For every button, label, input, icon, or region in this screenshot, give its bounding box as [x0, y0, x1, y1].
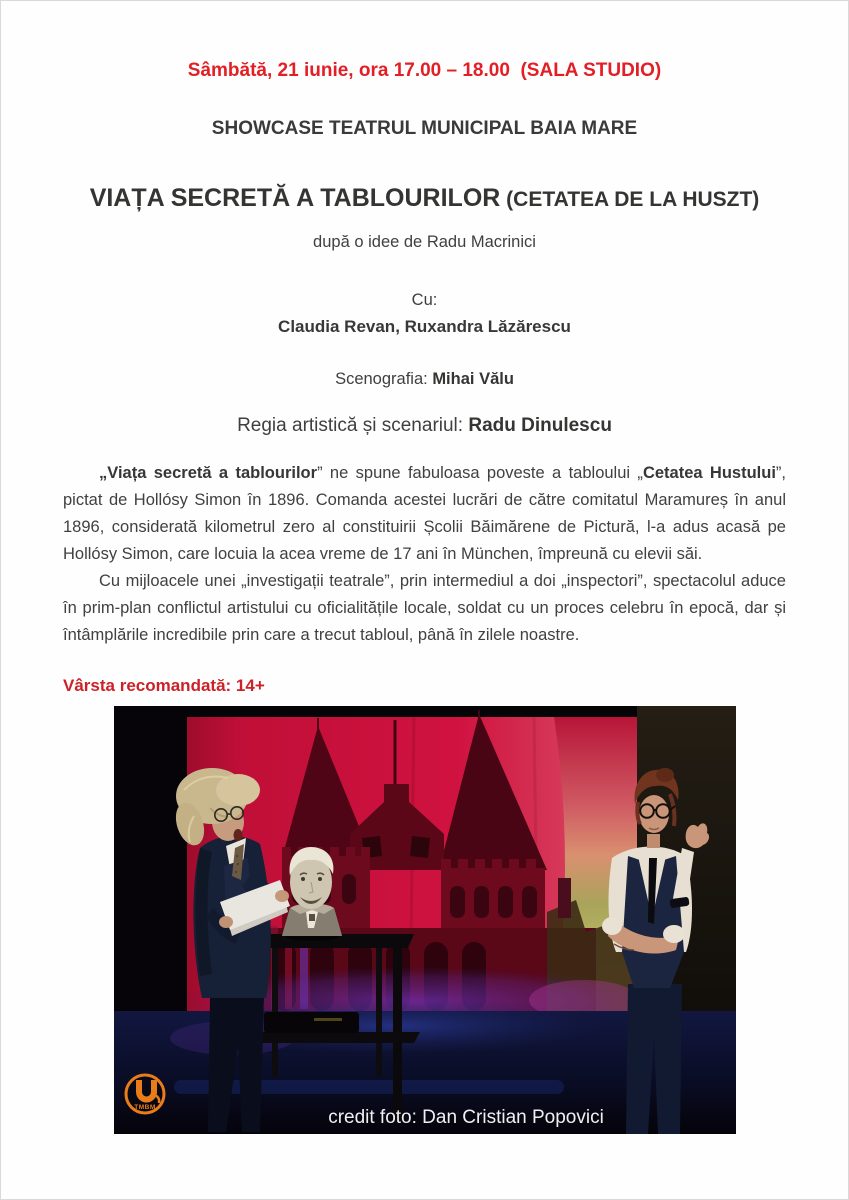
scenographer-name: Mihai Vălu	[432, 370, 514, 388]
idea-credit: după o idee de Radu Macrinici	[313, 233, 536, 251]
synopsis-text: ” ne spune fabuloasa poveste a tabloului „	[317, 464, 643, 482]
synopsis-paragraph	[63, 460, 786, 568]
show-title	[63, 183, 786, 215]
stage-photo-scene	[114, 706, 736, 1134]
right-turret	[441, 859, 545, 936]
showcase-title: SHOWCASE TEATRUL MUNICIPAL BAIA MARE	[211, 118, 638, 139]
photo-credit: credit foto: Dan Cristian Popovici	[328, 1107, 604, 1128]
director-name: Radu Dinulescu	[468, 415, 612, 436]
synopsis-text: Cu mijloacele unei „investigații teatrale”, prin intermediul a doi „inspectori”, spectacolul aduce în prim-plan conflictul artistului cu oficialitățile locale, soldat cu un proces celebru în epocă, dar și întâmplările incredibile prin care a trecut tabloul, până în zilele noastre.	[63, 572, 786, 644]
direction-line	[63, 414, 786, 438]
synopsis	[63, 460, 786, 649]
synopsis-text: ”, pictat de Hollósy Simon în 1896. Comanda acestei lucrări de către comitatul Maramureș în anul 1896, considerată kilometrul zero al constituirii Școlii Băimărene de Pictură, l-a adus acasă pe Hollósy Simon, care locuia la acea vreme de 17 ani în München, împreună cu elevii săi.	[63, 464, 787, 563]
show-title-sub: (CETATEA DE LA HUSZT)	[500, 188, 760, 211]
show-title-main: VIAȚA SECRETĂ A TABLOURILOR	[89, 184, 501, 212]
event-date-line: Sâmbătă, 21 iunie, ora 17.00 – 18.00 (SALA STUDIO)	[187, 60, 662, 81]
scenography-line	[63, 368, 786, 390]
cast-label: Cu:	[411, 291, 438, 309]
synopsis-paragraph	[63, 568, 786, 649]
direction-label: Regia artistică și scenariul:	[237, 415, 469, 436]
age-recommendation: Vârsta recomandată: 14+	[63, 676, 265, 695]
tmbm-logo	[126, 1075, 164, 1113]
stage-photo	[114, 706, 736, 1134]
synopsis-bold-text: „Viața secretă a tablourilor	[99, 464, 318, 482]
synopsis-bold-text: Cetatea Hustului	[642, 464, 776, 482]
tmbm-logo-text: TMBM	[134, 1104, 156, 1111]
scenography-label: Scenografia:	[335, 370, 433, 388]
cast-names: Claudia Revan, Ruxandra Lăzărescu	[278, 317, 571, 336]
